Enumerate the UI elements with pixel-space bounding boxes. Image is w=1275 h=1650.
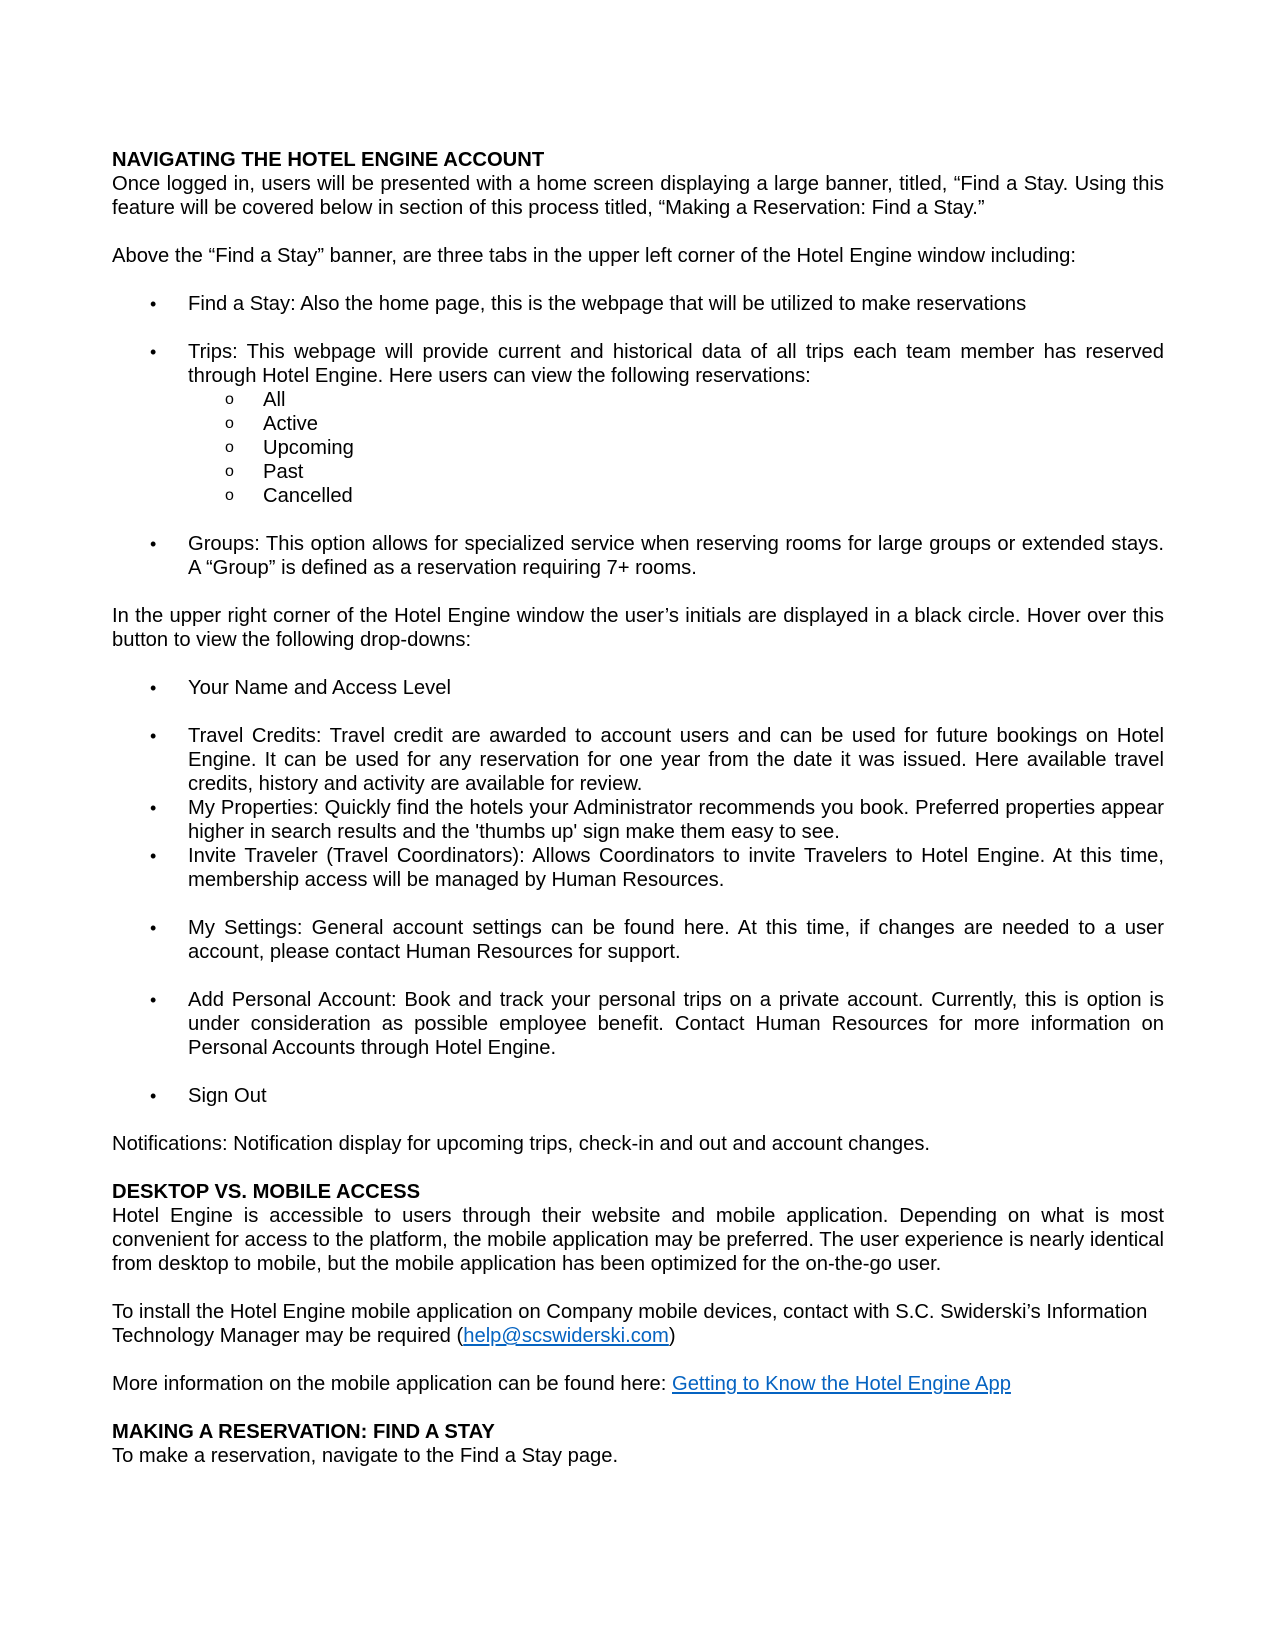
- document-page: [112, 148, 1164, 1468]
- list-item: [112, 292, 1164, 316]
- section-heading-reservation: MAKING A RESERVATION: FIND A STAY: [112, 1421, 495, 1443]
- desktop-mobile-body: Hotel Engine is accessible to users through their website and mobile application. Depending on what is most convenient for access to the platform, the mobile application may be preferred. The user experience is nearly identical from desktop to mobile, but the mobile application has been optimized for the on-the-go user.: [112, 1205, 1164, 1275]
- list-item-text: Your Name and Access Level: [188, 677, 451, 699]
- list-item-text: Groups: This option allows for specialized service when reserving rooms for large groups or extended stays. A “Group” is defined as a reservation requiring 7+ rooms.: [188, 533, 1164, 579]
- sub-list-item: [188, 436, 1164, 460]
- list-item-text: Invite Traveler (Travel Coordinators): Allows Coordinators to invite Travelers to Hotel Engine. At this time, membership access will be managed by Human Resources.: [188, 845, 1164, 891]
- bullet-icon: •: [150, 990, 157, 1010]
- list-item: [112, 796, 1164, 844]
- circle-bullet-icon: o: [225, 415, 234, 432]
- sub-list-item: [188, 412, 1164, 436]
- install-prefix: To install the Hotel Engine mobile application on Company mobile devices, contact with S.C. Swiderski’s Information Technology Manager may be required (: [112, 1301, 1148, 1347]
- help-email-link[interactable]: help@scswiderski.com: [463, 1325, 669, 1347]
- section-heading-desktop-mobile: DESKTOP VS. MOBILE ACCESS: [112, 1181, 421, 1203]
- bullet-icon: •: [150, 798, 157, 818]
- sub-list-item: [188, 484, 1164, 508]
- tabs-list: [112, 292, 1164, 580]
- list-item: [112, 1084, 1164, 1108]
- list-item: [112, 844, 1164, 892]
- list-item: [112, 532, 1164, 580]
- bullet-icon: •: [150, 678, 157, 698]
- list-item: [112, 916, 1164, 964]
- sub-list-item: [188, 388, 1164, 412]
- list-item-text: My Settings: General account settings can be found here. At this time, if changes are needed to a user account, please contact Human Resources for support.: [188, 917, 1164, 963]
- list-item-text: Add Personal Account: Book and track your personal trips on a private account. Currently, this is option is under consideration as possible employee benefit. Contact Human Resources for more information on Personal Accounts through Hotel Engine.: [188, 989, 1164, 1059]
- sub-list-item: [188, 460, 1164, 484]
- trip-filter-upcoming: Upcoming: [263, 437, 354, 459]
- trip-filter-active: Active: [263, 413, 318, 435]
- list-item-text: Sign Out: [188, 1085, 267, 1107]
- bullet-icon: •: [150, 918, 157, 938]
- more-info-text: [112, 1372, 1164, 1396]
- navigating-intro: Once logged in, users will be presented with a home screen displaying a large banner, titled, “Find a Stay. Using this feature will be covered below in section of this process titled, “Making a Reservation: Find a Stay.”: [112, 173, 1164, 219]
- list-item: [112, 340, 1164, 508]
- more-info-prefix: More information on the mobile application can be found here:: [112, 1373, 672, 1395]
- circle-bullet-icon: o: [225, 439, 234, 456]
- trip-filter-cancelled: Cancelled: [263, 485, 353, 507]
- bullet-icon: •: [150, 1086, 157, 1106]
- trip-filter-list: [188, 388, 1164, 508]
- bullet-icon: •: [150, 726, 157, 746]
- section-heading-navigating: NAVIGATING THE HOTEL ENGINE ACCOUNT: [112, 149, 545, 171]
- list-item: [112, 724, 1164, 796]
- circle-bullet-icon: o: [225, 487, 234, 504]
- bullet-icon: •: [150, 534, 157, 554]
- bullet-icon: •: [150, 342, 157, 362]
- list-item: [112, 676, 1164, 700]
- dropdown-list: [112, 676, 1164, 1108]
- notifications-text: Notifications: Notification display for upcoming trips, check-in and out and account changes.: [112, 1133, 931, 1155]
- bullet-icon: •: [150, 846, 157, 866]
- list-item: [112, 988, 1164, 1060]
- list-item-text: My Properties: Quickly find the hotels your Administrator recommends you book. Preferred properties appear higher in search results and the 'thumbs up' sign make them easy to see.: [188, 797, 1164, 843]
- bullet-icon: •: [150, 294, 157, 314]
- list-item-text: Travel Credits: Travel credit are awarded to account users and can be used for future bookings on Hotel Engine. It can be used for any reservation for one year from the date it was issued. Here available travel credits, history and activity are available for review.: [188, 725, 1164, 795]
- circle-bullet-icon: o: [225, 391, 234, 408]
- install-suffix: ): [668, 1325, 676, 1347]
- trip-filter-past: Past: [263, 461, 304, 483]
- install-text: [112, 1300, 1164, 1348]
- reservation-body: To make a reservation, navigate to the Find a Stay page.: [112, 1445, 619, 1467]
- tabs-intro: Above the “Find a Stay” banner, are three tabs in the upper left corner of the Hotel Engine window including:: [112, 245, 1076, 267]
- list-item-text: Find a Stay: Also the home page, this is the webpage that will be utilized to make reservations: [188, 293, 1027, 315]
- list-item-text: Trips: This webpage will provide current and historical data of all trips each team member has reserved through Hotel Engine. Here users can view the following reservations:: [188, 341, 1164, 387]
- initials-intro: In the upper right corner of the Hotel Engine window the user’s initials are displayed in a black circle. Hover over this button to view the following drop-downs:: [112, 605, 1164, 651]
- hotel-engine-app-link[interactable]: Getting to Know the Hotel Engine App: [672, 1373, 1011, 1395]
- trip-filter-all: All: [263, 389, 286, 411]
- circle-bullet-icon: o: [225, 463, 234, 480]
